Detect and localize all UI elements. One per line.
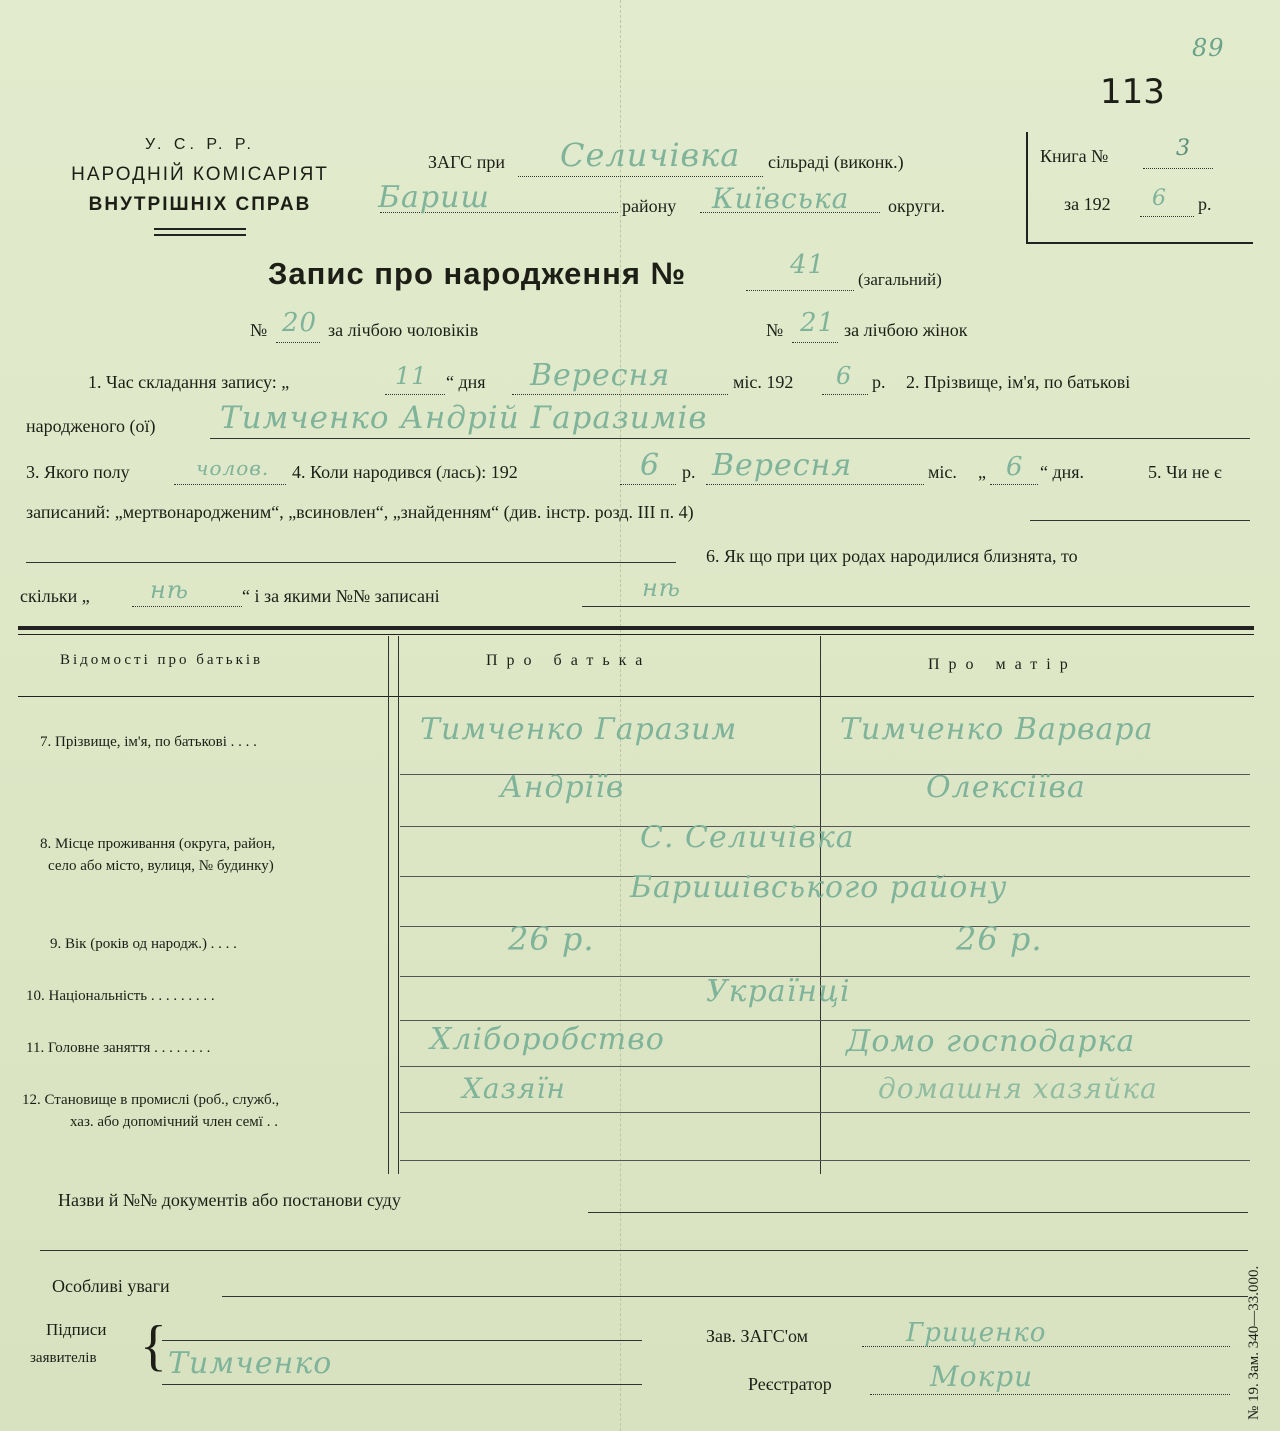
residence-village: С. Селичівка xyxy=(640,820,855,855)
women-count-line xyxy=(792,342,838,343)
signatures-label-a: Підписи xyxy=(46,1320,107,1339)
field-4-day-line xyxy=(990,484,1038,485)
row-10-label: 10. Національність . . . . . . . . . xyxy=(26,988,215,1004)
field-4-day-suffix: “ дня. xyxy=(1040,462,1085,482)
field-1-month: Вересня xyxy=(530,358,671,393)
field-4-month-suffix: міс. xyxy=(928,462,957,482)
field-6-how-many: нѣ xyxy=(150,576,189,604)
mother-name: Тимченко Варвара xyxy=(840,712,1154,747)
zags-prefix: ЗАГС при xyxy=(428,152,505,172)
ussr-label: У. С. Р. Р. xyxy=(144,136,255,153)
col-header-mother: Про матір xyxy=(928,656,1077,673)
applicant-signature: Тимченко xyxy=(168,1346,333,1381)
documents-label: Назви й №№ документів або постанови суду xyxy=(58,1190,401,1210)
registrar-line xyxy=(870,1394,1230,1395)
field-6-numbers: нѣ xyxy=(642,574,681,602)
table-top-rule xyxy=(18,626,1254,630)
table-col-divider-1 xyxy=(388,636,389,1174)
zags-village-line xyxy=(518,176,763,177)
women-count-value: 21 xyxy=(800,308,836,338)
okrug-value: Київська xyxy=(712,182,850,215)
zags-suffix: сільраді (виконк.) xyxy=(768,152,904,172)
field-4-month: Вересня xyxy=(712,448,853,483)
field-5-line-b xyxy=(26,562,676,563)
field-1-month-line xyxy=(512,394,728,395)
zags-village-value: Селичівка xyxy=(560,136,741,174)
field-5-label: 5. Чи не є xyxy=(1148,462,1222,482)
men-count-label: за лічбою чоловіків xyxy=(328,320,479,340)
father-age: 26 р. xyxy=(508,920,595,958)
col-header-father: Про батька xyxy=(486,652,652,669)
row-10-line xyxy=(400,1020,1250,1021)
notes-line xyxy=(222,1296,1248,1297)
field-1-year: 6 xyxy=(836,362,853,390)
row-12-line-b xyxy=(400,1160,1250,1161)
field-4-day: 6 xyxy=(1006,452,1024,482)
district-value: Бариш xyxy=(378,180,490,215)
zags-head-signature: Гриценко xyxy=(906,1318,1047,1348)
book-number: 3 xyxy=(1176,136,1191,161)
field-4-month-line xyxy=(706,484,924,485)
zags-head-label: Зав. ЗАГС'ом xyxy=(706,1326,808,1346)
field-5-line xyxy=(1030,520,1250,521)
archive-number-stamp: 113 xyxy=(1100,72,1165,112)
signature-line-2 xyxy=(162,1384,642,1385)
field-1-label: 1. Час складання запису: „ xyxy=(88,372,290,392)
men-count-value: 20 xyxy=(282,308,318,338)
signature-line-1 xyxy=(162,1340,642,1341)
field-3-line xyxy=(174,484,286,485)
mother-age: 26 р. xyxy=(956,920,1043,958)
signatures-brace: { xyxy=(140,1315,167,1377)
record-general-label: (загальний) xyxy=(858,270,942,289)
header-double-rule xyxy=(154,228,246,236)
archive-sheet-number: 89 xyxy=(1192,34,1225,62)
registrar-label: Реєстратор xyxy=(748,1374,832,1394)
men-count-prefix: № xyxy=(250,320,268,340)
table-col-divider-1b xyxy=(398,636,399,1174)
table-top-rule-b xyxy=(18,634,1254,635)
field-6-how-many-line xyxy=(132,606,242,607)
field-5-label-b: записаний: „мертвонародженим“, „всиновлен“, „знайденням“ (див. інстр. розд. III п. 4) xyxy=(26,502,694,522)
table-col-divider-2 xyxy=(820,636,821,1174)
field-1-day-line xyxy=(385,394,445,395)
row-11-line xyxy=(400,1066,1250,1067)
table-header-rule xyxy=(18,696,1254,697)
field-1-day-suffix: “ дня xyxy=(446,372,486,392)
district-label: району xyxy=(622,196,677,216)
row-12-label-b: хаз. або допомічний член семї . . xyxy=(70,1114,278,1130)
row-9-label: 9. Вік (років од народж.) . . . . xyxy=(50,936,237,952)
women-count-label: за лічбою жінок xyxy=(844,320,968,340)
mother-patronymic: Олексіїва xyxy=(926,770,1086,805)
documents-line-b xyxy=(40,1250,1248,1251)
record-number-line xyxy=(746,290,854,291)
book-number-line xyxy=(1143,168,1213,169)
field-3-label: 3. Якого полу xyxy=(26,462,130,482)
field-6-label: 6. Як що при цих родах народилися близнята, то xyxy=(706,546,1078,566)
notes-label: Особливі уваги xyxy=(52,1276,170,1296)
field-2-value: Тимченко Андрій Гаразимів xyxy=(220,400,708,436)
record-title: Запис про народження № xyxy=(268,256,687,291)
field-6-how-many-label: скільки „ xyxy=(20,586,90,606)
row-12-label: 12. Становище в промислі (роб., служб., xyxy=(22,1092,280,1108)
book-year-line xyxy=(1140,216,1194,217)
documents-line xyxy=(588,1212,1248,1213)
commissariat-line-2: ВНУТРІШНІХ СПРАВ xyxy=(88,194,312,215)
field-2-label-b: народженого (ої) xyxy=(26,416,156,436)
field-3-value: чолов. xyxy=(196,456,270,480)
field-1-day: 11 xyxy=(395,362,428,390)
women-count-prefix: № xyxy=(766,320,784,340)
field-4-year-suffix: р. xyxy=(682,462,696,482)
col-header-parents: Відомості про батьків xyxy=(60,652,264,668)
field-4-label: 4. Коли народився (лась): 192 xyxy=(292,462,518,482)
nationality: Українці xyxy=(706,974,851,1009)
printing-order-note: № 19. Зам. 340—33.000. xyxy=(1246,1265,1262,1420)
men-count-line xyxy=(276,342,320,343)
okrug-label: округи. xyxy=(888,196,946,216)
field-2-label: 2. Прізвище, ім'я, по батькові xyxy=(906,372,1131,392)
book-year-digit: 6 xyxy=(1152,186,1167,211)
row-8-label: 8. Місце проживання (округа, район, xyxy=(40,836,276,852)
issuing-authority xyxy=(30,130,370,236)
book-year-prefix: за 192 xyxy=(1064,194,1111,214)
father-status: Хазяїн xyxy=(462,1072,566,1105)
field-2-line xyxy=(210,438,1250,439)
field-4-day-prefix: „ xyxy=(978,462,986,482)
field-4-year-line xyxy=(620,484,676,485)
record-number: 41 xyxy=(790,250,826,280)
commissariat-line-1: НАРОДНІЙ КОМІСАРІЯТ xyxy=(71,164,329,185)
field-6-numbers-line xyxy=(582,606,1250,607)
mother-occupation: Домо господарка xyxy=(846,1024,1136,1059)
field-1-year-suffix: р. xyxy=(872,372,886,392)
field-6-numbers-label: “ і за якими №№ записані xyxy=(242,586,440,606)
field-1-year-label: міс. 192 xyxy=(733,372,794,392)
row-7-label: 7. Прізвище, ім'я, по батькові . . . . xyxy=(40,734,257,750)
father-patronymic: Андріїв xyxy=(500,770,625,805)
field-4-year: 6 xyxy=(640,448,661,483)
mother-status: домашня хазяйка xyxy=(878,1072,1158,1105)
row-12-line xyxy=(400,1112,1250,1113)
book-year-suffix: р. xyxy=(1198,194,1212,214)
signatures-label-b: заявителів xyxy=(30,1350,97,1366)
book-label: Книга № xyxy=(1040,146,1109,166)
residence-district: Баришівського району xyxy=(630,870,1008,905)
field-1-year-line xyxy=(822,394,868,395)
father-name: Тимченко Гаразим xyxy=(420,712,738,747)
registrar-signature: Мокри xyxy=(930,1360,1034,1393)
row-11-label: 11. Головне заняття . . . . . . . . xyxy=(26,1040,211,1056)
row-8-label-b: село або місто, вулиця, № будинку) xyxy=(48,858,274,874)
father-occupation: Хліборобство xyxy=(430,1022,665,1057)
